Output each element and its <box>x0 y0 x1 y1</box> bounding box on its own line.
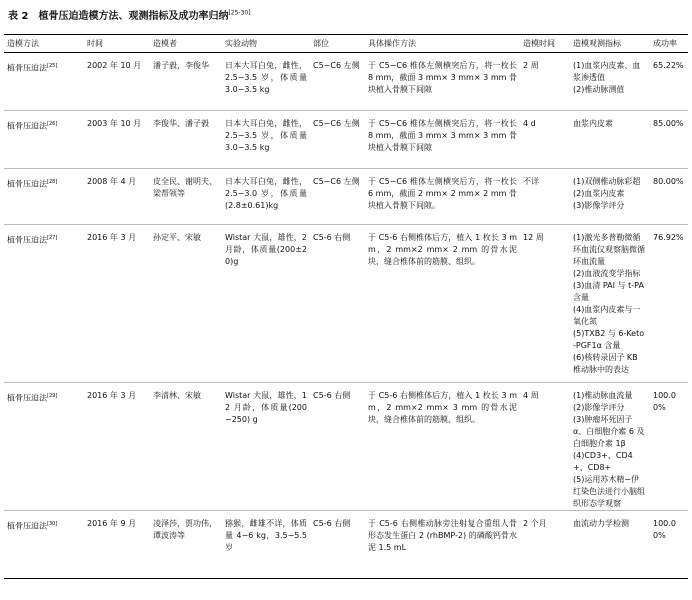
cell-ref: [27] <box>47 235 58 241</box>
cell-indicators <box>570 225 650 383</box>
cell-rate: 85.00% <box>650 111 688 169</box>
cell-procedure: 于 C5−C6 椎体左侧横突后方，将一枚长 6 mm，截面 2 mm× 2 mm× 2 mm 骨块植入骨膜下间隙。 <box>365 169 520 225</box>
cell-procedure: 于 C5-6 右侧椎动脉旁注射复合重组人骨形态发生蛋白 2 (rhBMP-2) 的磷酸钙骨水泥 1.5 mL <box>365 511 520 579</box>
header-duration: 造模时间 <box>520 35 570 53</box>
cell-rate: 80.00% <box>650 169 688 225</box>
cell-procedure: 于 C5-6 右侧椎体后方，植入 1 枚长 3 mm，2 mm×2 mm× 3 mm 的骨水泥块，缝合椎体前的筋膜、组织。 <box>365 383 520 511</box>
caption-refs: [25-30] <box>228 9 251 17</box>
cell-method: 植骨压迫法[27] <box>4 225 84 383</box>
cell-indicators <box>570 383 650 511</box>
cell-site: C5-6 右侧 <box>310 225 365 383</box>
indicator-item: (5)TXB2 与 6-Keto-PGF1α 含量 <box>573 329 645 350</box>
cell-animal: Wistar 大鼠，雄性，2 月龄，体质量(200±20)g <box>222 225 310 383</box>
cell-animal: 日本大耳白兔，雌性，2.5−3.5 岁，体质量 3.0−3.5 kg <box>222 53 310 111</box>
cell-ref: [29] <box>47 393 58 399</box>
table-row <box>4 169 688 225</box>
cell-duration: 2 个月 <box>520 511 570 579</box>
indicator-item: (1)双侧椎动脉彩超 <box>573 177 641 186</box>
cell-author: 李俊华、潘子毅 <box>150 111 222 169</box>
header-author: 造模者 <box>150 35 222 53</box>
indicator-item: (2)影像学评分 <box>573 403 625 412</box>
cell-time: 2002 年 10 月 <box>84 53 150 111</box>
indicator-item: (2)血浆内皮素 <box>573 189 625 198</box>
cell-site: C5−C6 左侧 <box>310 169 365 225</box>
cell-duration: 2 周 <box>520 53 570 111</box>
cell-method: 植骨压迫法[26] <box>4 111 84 169</box>
cell-site: C5−C6 左侧 <box>310 111 365 169</box>
indicator-item: (3)影像学评分 <box>573 201 625 210</box>
cell-animal: Wistar 大鼠，雄性，12 月龄，体质量(200−250) g <box>222 383 310 511</box>
cell-duration: 4 周 <box>520 383 570 511</box>
cell-author: 皮全民、谢明夫、梁帮领等 <box>150 169 222 225</box>
cell-indicators <box>570 511 650 579</box>
table-caption <box>8 7 251 22</box>
cell-procedure: 于 C5-6 右侧椎体后方，植入 1 枚长 3 mm，2 mm×2 mm× 2 mm 的骨水泥块，缝合椎体前的筋膜、组织。 <box>365 225 520 383</box>
header-row <box>4 35 688 53</box>
cell-site: C5-6 右侧 <box>310 511 365 579</box>
cell-rate: 100.00% <box>650 511 688 579</box>
indicator-item: (3)血清 PAI 与 t-PA 含量 <box>573 281 644 302</box>
indicator-item: (1)血浆内皮素、血浆渗透值 <box>573 61 641 82</box>
cell-rate: 100.00% <box>650 383 688 511</box>
indicator-item: (4)CD3+、CD4+、CD8+ <box>573 451 633 472</box>
cell-ref: [28] <box>47 179 58 185</box>
indicator-item: (4)血浆内皮素与一氧化氮 <box>573 305 641 326</box>
table-title: 植骨压迫造模方法、观测指标及成功率归纳 <box>38 11 229 22</box>
cell-indicators <box>570 169 650 225</box>
indicator-item: 血流动力学检测 <box>573 519 629 528</box>
data-table <box>4 34 688 579</box>
table-row <box>4 53 688 111</box>
cell-author: 李清林、宋敏 <box>150 383 222 511</box>
cell-rate: 76.92% <box>650 225 688 383</box>
header-indicators: 造模观测指标 <box>570 35 650 53</box>
cell-indicators <box>570 53 650 111</box>
cell-author: 孙定平、宋敏 <box>150 225 222 383</box>
header-rate: 成功率 <box>650 35 688 53</box>
table-row <box>4 511 688 579</box>
cell-duration: 4 d <box>520 111 570 169</box>
table-row <box>4 225 688 383</box>
cell-method: 植骨压迫法[28] <box>4 169 84 225</box>
header-site: 部位 <box>310 35 365 53</box>
indicator-item: (6)核转录因子 KB 椎动脉中的表达 <box>573 353 638 374</box>
cell-site: C5−C6 左侧 <box>310 53 365 111</box>
cell-time: 2003 年 10 月 <box>84 111 150 169</box>
cell-procedure: 于 C5−C6 椎体左侧横突后方，将一枚长 8 mm，截面 3 mm× 3 mm× 3 mm 骨块植入骨膜下间隙 <box>365 111 520 169</box>
indicator-item: 血浆内皮素 <box>573 119 613 128</box>
table-row <box>4 111 688 169</box>
cell-rate: 65.22% <box>650 53 688 111</box>
cell-method: 植骨压迫法[29] <box>4 383 84 511</box>
cell-ref: [30] <box>47 521 58 527</box>
cell-animal: 日本大耳白兔，雌性，2.5−3.5 岁，体质量 3.0−3.5 kg <box>222 111 310 169</box>
cell-author: 凌泽莎，贾功伟，谭波涛等 <box>150 511 222 579</box>
cell-author: 潘子毅，李俊华 <box>150 53 222 111</box>
header-method: 造模方法 <box>4 35 84 53</box>
cell-animal: 猕猴，雌雄不详，体质量 4−6 kg，3.5−5.5 岁 <box>222 511 310 579</box>
header-procedure: 具体操作方法 <box>365 35 520 53</box>
cell-animal: 日本大耳白兔，雌性，2.5−3.0 岁，体质量(2.8±0.61)kg <box>222 169 310 225</box>
indicator-item: (1)椎动脉血流量 <box>573 391 633 400</box>
cell-duration: 12 周 <box>520 225 570 383</box>
cell-method: 植骨压迫法[25] <box>4 53 84 111</box>
cell-site: C5-6 右侧 <box>310 383 365 511</box>
cell-method: 植骨压迫法[30] <box>4 511 84 579</box>
header-time: 时间 <box>84 35 150 53</box>
cell-time: 2008 年 4 月 <box>84 169 150 225</box>
cell-procedure: 于 C5−C6 椎体左侧横突后方，将一枚长 8 mm，截面 3 mm× 3 mm× 3 mm 骨块植入骨膜下间隙 <box>365 53 520 111</box>
cell-time: 2016 年 9 月 <box>84 511 150 579</box>
header-animal: 实验动物 <box>222 35 310 53</box>
indicator-item: (1)激光多普勒微循环血流仪观察脑微循环血流量 <box>573 233 645 266</box>
cell-time: 2016 年 3 月 <box>84 383 150 511</box>
cell-time: 2016 年 3 月 <box>84 225 150 383</box>
indicator-item: (5)运用苏木精−伊红染色法进行小脑组织形态学观察 <box>573 475 645 508</box>
cell-indicators <box>570 111 650 169</box>
indicator-item: (3)肿瘤坏死因子 α、白细胞介素 6 及白细胞介素 1β <box>573 415 645 448</box>
cell-duration: 不详 <box>520 169 570 225</box>
cell-ref: [26] <box>47 121 58 127</box>
indicator-item: (2)椎动脉测值 <box>573 85 625 94</box>
table-number: 表 2 <box>8 11 29 22</box>
table-row <box>4 383 688 511</box>
indicator-item: (2)血液流变学指标 <box>573 269 641 278</box>
cell-ref: [25] <box>47 63 58 69</box>
